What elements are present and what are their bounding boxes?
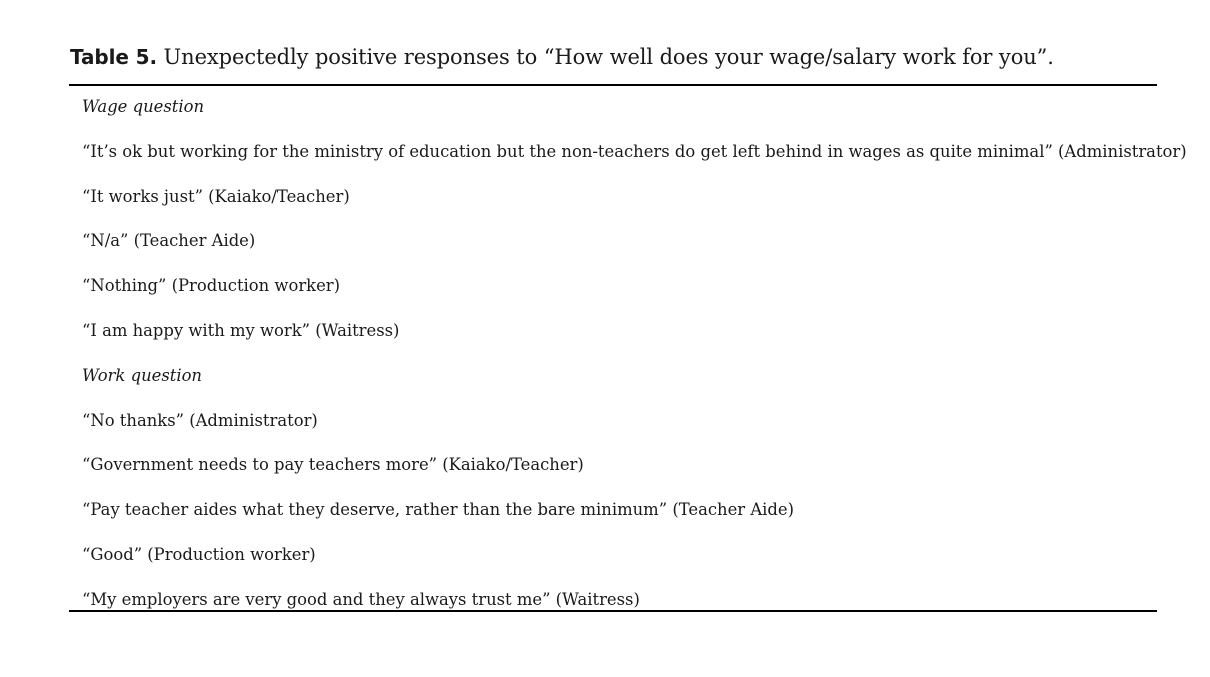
table-row: “Good” (Production worker) (82, 545, 316, 564)
table-top-rule (69, 84, 1157, 86)
table-row: “Pay teacher aides what they deserve, rather than the bare minimum” (Teacher Aide) (82, 500, 794, 519)
table-row: “Government needs to pay teachers more” (Kaiako/Teacher) (82, 455, 584, 474)
table-row: “It’s ok but working for the ministry of education but the non-teachers do get left behind in wages as quite minimal” (Administrator) (82, 142, 1187, 161)
table-row: “I am happy with my work” (Waitress) (82, 321, 400, 340)
table-bottom-rule (69, 610, 1157, 612)
table-row: “It works just” (Kaiako/Teacher) (82, 187, 350, 206)
section-heading-work: Work question (82, 366, 202, 385)
table-caption-text: Unexpectedly positive responses to “How well does your wage/salary work for you”. (156, 45, 1054, 69)
table-caption (70, 42, 1054, 72)
section-heading-wage: Wage question (82, 97, 205, 116)
table-row: “My employers are very good and they always trust me” (Waitress) (82, 590, 640, 609)
table-row: “N/a” (Teacher Aide) (82, 231, 256, 250)
table-row: “Nothing” (Production worker) (82, 276, 341, 295)
table-label: Table 5. (70, 45, 157, 69)
table-row: “No thanks” (Administrator) (82, 411, 318, 430)
